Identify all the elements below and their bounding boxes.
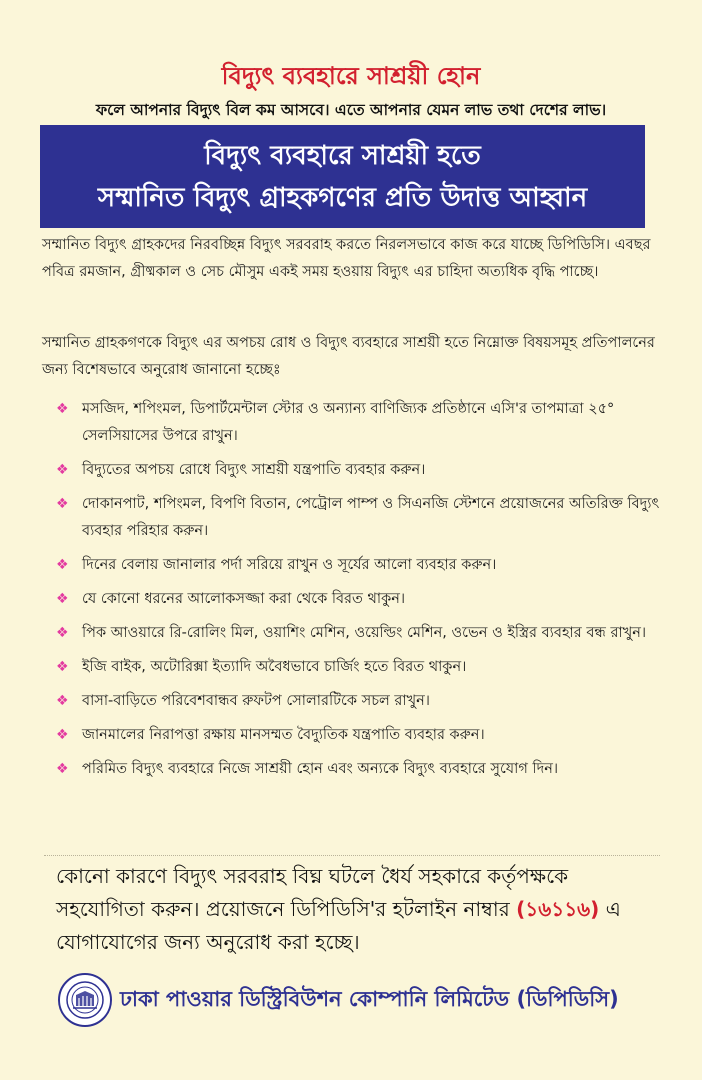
- request-paragraph: সম্মানিত গ্রাহকগণকে বিদ্যুৎ এর অপচয় রোধ ও বিদ্যুৎ ব্যবহারে সাশ্রয়ী হতে নিম্নোক্ত বিষয়সমূহ প্রতিপালনের জন্য বিশেষভাবে অনুরোধ জানানো হচ্ছেঃ: [42, 335, 655, 378]
- list-item-text: পিক আওয়ারে রি-রোলিং মিল, ওয়াশিং মেশিন, ওয়েল্ডিং মেশিন, ওভেন ও ইস্ত্রির ব্যবহার বন্ধ রাখুন।: [82, 625, 647, 641]
- list-item: [52, 552, 662, 579]
- footer: [58, 971, 658, 1029]
- list-item-text: মসজিদ, শপিংমল, ডিপার্টমেন্টাল স্টোর ও অন্যান্য বাণিজ্যিক প্রতিষ্ঠানে এসি'র তাপমাত্রা ২৫° সেলসিয়াসের উপরে রাখুন।: [82, 401, 615, 444]
- list-item: [52, 620, 662, 647]
- list-item: [52, 586, 662, 613]
- list-item-text: বাসা-বাড়িতে পরিবেশবান্ধব রুফটপ সোলারটিকে সচল রাখুন।: [82, 693, 430, 709]
- list-item-text: পরিমিত বিদ্যুৎ ব্যবহারে নিজে সাশ্রয়ী হোন এবং অন্যকে বিদ্যুৎ ব্যবহারে সুযোগ দিন।: [82, 761, 559, 777]
- list-item: [52, 396, 662, 450]
- hotline-number: (১৬১১৬): [516, 897, 600, 921]
- bullet-star-icon: ❖: [56, 625, 69, 641]
- appeal-banner: [40, 125, 645, 228]
- bullet-star-icon: ❖: [56, 496, 69, 512]
- dpdc-logo-icon: [58, 973, 112, 1027]
- bullet-star-icon: ❖: [56, 693, 69, 709]
- list-item: [52, 722, 662, 749]
- poster-title: বিদ্যুৎ ব্যবহারে সাশ্রয়ী হোন: [221, 62, 481, 90]
- list-item: [52, 756, 662, 783]
- bullet-star-icon: ❖: [56, 727, 69, 743]
- banner-line-1: বিদ্যুৎ ব্যবহারে সাশ্রয়ী হতে: [204, 140, 481, 171]
- section-divider: [44, 855, 660, 856]
- list-item-text: ইজি বাইক, অটোরিক্সা ইত্যাদি অবৈধভাবে চার্জিং হতে বিরত থাকুন।: [82, 659, 467, 675]
- list-item: [52, 491, 662, 545]
- list-item-text: যে কোনো ধরনের আলোকসজ্জা করা থেকে বিরত থাকুন।: [82, 591, 406, 607]
- list-item-text: দোকানপাট, শপিংমল, বিপণি বিতান, পেট্রোল পাম্প ও সিএনজি স্টেশনে প্রয়োজনের অতিরিক্ত বিদ্যুৎ ব্যবহার পরিহার করুন।: [82, 496, 660, 539]
- poster-subline: ফলে আপনার বিদ্যুৎ বিল কম আসবে। এতে আপনার যেমন লাভ তথা দেশের লাভ।: [95, 101, 607, 119]
- notice-text-after: এ যোগাযোগের জন্য অনুরোধ করা হচ্ছে।: [56, 897, 621, 954]
- list-item-text: দিনের বেলায় জানালার পর্দা সরিয়ে রাখুন ও সূর্যের আলো ব্যবহার করুন।: [82, 557, 497, 573]
- hotline-notice: [56, 860, 656, 959]
- advice-list: [52, 396, 662, 790]
- intro-paragraph: সম্মানিত বিদ্যুৎ গ্রাহকদের নিরবচ্ছিন্ন বিদ্যুৎ সরবরাহ করতে নিরলসভাবে কাজ করে যাচ্ছে ডিপিডিসি। এবছর পবিত্র রমজান, গ্রীষ্মকাল ও সেচ মৌসুম একই সময় হওয়ায় বিদ্যুৎ এর চাহিদা অত্যধিক বৃদ্ধি পাচ্ছে।: [42, 237, 651, 280]
- list-item-text: বিদ্যুতের অপচয় রোধে বিদ্যুৎ সাশ্রয়ী যন্ত্রপাতি ব্যবহার করুন।: [82, 462, 426, 478]
- banner-line-2: সম্মানিত বিদ্যুৎ গ্রাহকগণের প্রতি উদাত্ত আহ্বান: [97, 182, 588, 213]
- bullet-star-icon: ❖: [56, 761, 69, 777]
- bullet-star-icon: ❖: [56, 401, 69, 417]
- list-item: [52, 688, 662, 715]
- bullet-star-icon: ❖: [56, 591, 69, 607]
- company-name: ঢাকা পাওয়ার ডিস্ট্রিবিউশন কোম্পানি লিমিটেড (ডিপিডিসি): [120, 986, 619, 1011]
- list-item-text: জানমালের নিরাপত্তা রক্ষায় মানসম্মত বৈদ্যুতিক যন্ত্রপাতি ব্যবহার করুন।: [82, 727, 485, 743]
- notice-text-before: কোনো কারণে বিদ্যুৎ সরবরাহ বিঘ্ন ঘটলে ধৈর্য সহকারে কর্তৃপক্ষকে সহযোগিতা করুন। প্রয়োজনে ডিপিডিসি'র হটলাইন নাম্বার: [56, 864, 569, 921]
- list-item: [52, 457, 662, 484]
- list-item: [52, 654, 662, 681]
- bullet-star-icon: ❖: [56, 462, 69, 478]
- bullet-star-icon: ❖: [56, 659, 69, 675]
- dpdc-logo-graphic: [65, 980, 105, 1020]
- bullet-star-icon: ❖: [56, 557, 69, 573]
